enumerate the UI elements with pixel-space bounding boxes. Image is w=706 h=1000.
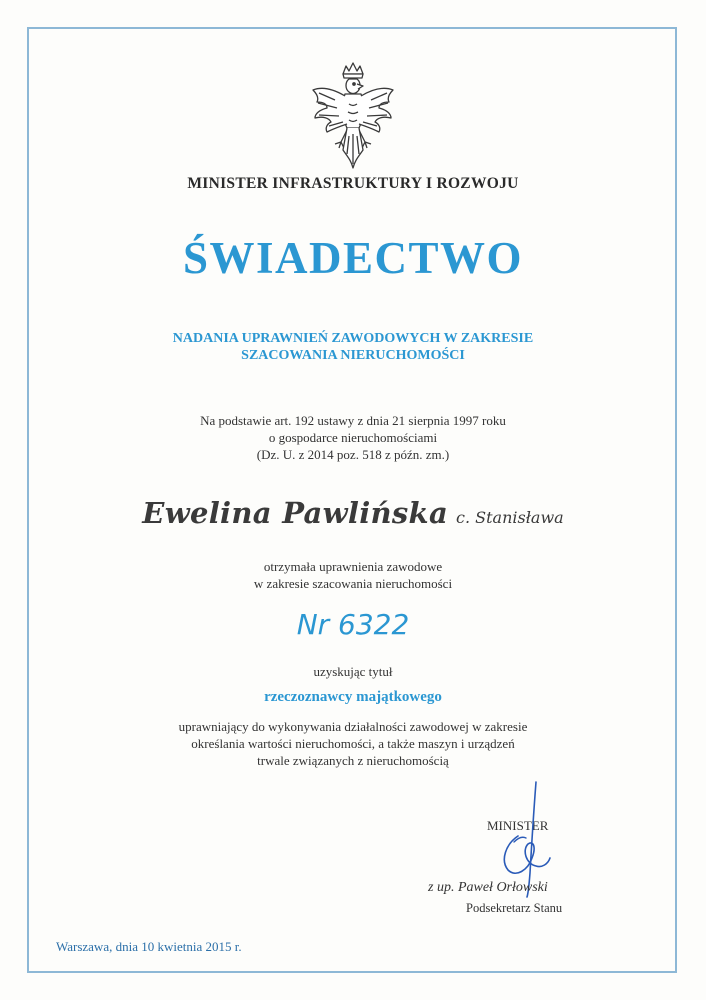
legal-basis-line: o gospodarce nieruchomościami [268,430,438,445]
scope-statement [0,718,706,769]
recipient [0,496,706,530]
legal-basis-line: (Dz. U. z 2014 poz. 518 z późn. zm.) [256,447,450,462]
certificate-title: ŚWIADECTWO [182,233,524,283]
signer-name: z up. Paweł Orłowski [428,880,548,895]
subtitle-line: NADANIA UPRAWNIEŃ ZAWODOWYCH W ZAKRESIE [172,331,534,346]
recipient-father-name: c. Stanisława [456,508,564,527]
white-eagle-emblem-icon [305,60,401,172]
subtitle-line: SZACOWANIA NIERUCHOMOŚCI [241,348,465,363]
signer-role: Podsekretarz Stanu [466,901,563,915]
legal-basis [0,412,706,463]
title-intro: uzyskując tytuł [313,664,393,679]
legal-basis-line: Na podstawie art. 192 ustawy z dnia 21 sierpnia 1997 roku [200,413,506,428]
minister-label: MINISTER [487,818,549,833]
professional-title: rzeczoznawcy majątkowego [264,689,442,705]
certificate-number: Nr 6322 [296,608,410,641]
certificate-subtitle [0,330,706,364]
scope-line: trwale związanych z nieruchomością [257,753,449,768]
scope-line: uprawniający do wykonywania działalności zawodowej w zakresie [178,719,528,734]
place-and-date: Warszawa, dnia 10 kwietnia 2015 r. [56,939,242,954]
scope-line: określania wartości nieruchomości, a także maszyn i urządzeń [191,736,515,751]
received-statement [0,558,706,592]
received-line: otrzymała uprawnienia zawodowe [263,559,443,574]
received-line: w zakresie szacowania nieruchomości [253,576,453,591]
issuer-title: MINISTER INFRASTRUKTURY I ROZWOJU [187,175,519,192]
recipient-name: Ewelina Pawlińska [142,496,449,530]
